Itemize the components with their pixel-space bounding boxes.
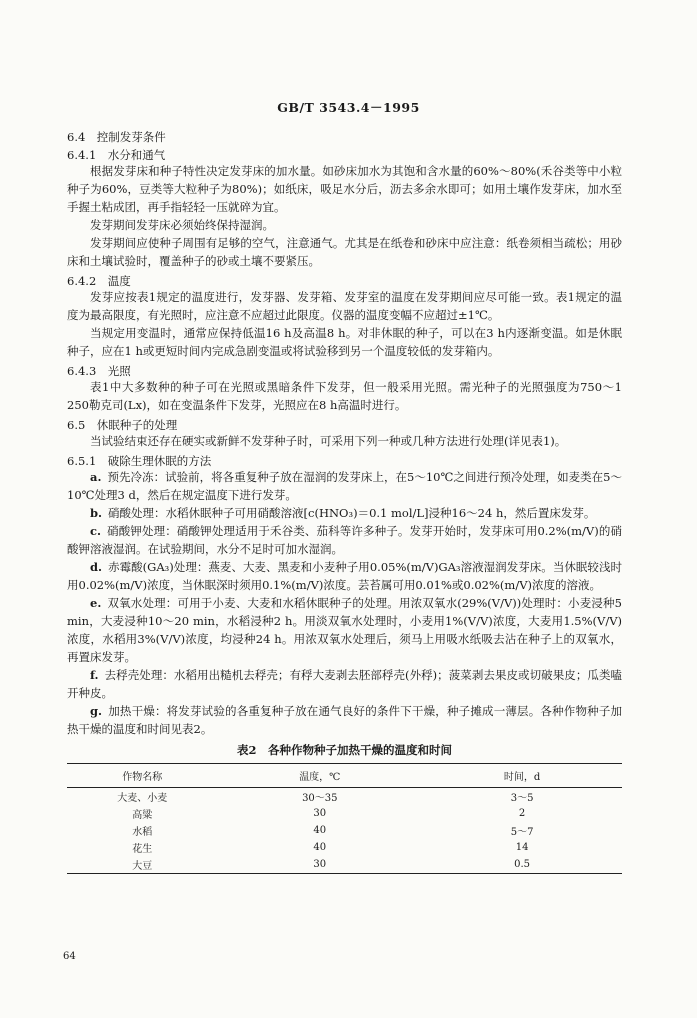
- table-title: 表2 各种作物种子加热干燥的温度和时间: [237, 743, 452, 757]
- table-cell: 40: [313, 842, 327, 853]
- table-cell: 0.5: [514, 859, 531, 870]
- list-item: [67, 504, 622, 522]
- section-heading: 6.5.1 破除生理休眠的方法: [67, 454, 212, 468]
- table-cell: 40: [313, 825, 327, 836]
- list-item-text: 硝酸钾处理：硝酸钾处理适用于禾谷类、茄科等许多种子。发芽开始时，发芽床可用0.2%(m/V)的硝酸钾溶液湿润。在试验期间，水分不足时可加水湿润。: [67, 524, 622, 556]
- table-cell: 30～35: [302, 793, 338, 804]
- list-item-label: e.: [90, 596, 102, 610]
- table-cell: 高粱: [132, 810, 153, 821]
- section-heading: 6.4 控制发芽条件: [67, 130, 166, 144]
- list-item-label: d.: [90, 560, 103, 574]
- list-item-text: 双氧水处理：可用于小麦、大麦和水稻休眠种子的处理。用浓双氧水(29%(V/V))处理时：小麦浸种5 min，大麦浸种10～20 min，水稻浸种2 h。用淡双氧水处理时，小麦用1%(V/V)浓度，大麦用1.5%(V/V)浓度，水稻用3%(V/V)浓度，均浸种24 h。用浓双氧水处理后，须马上用吸水纸吸去沾在种子上的双氧水，再置床发芽。: [67, 596, 622, 664]
- list-item-text: 硝酸处理：水稻休眠种子可用硝酸溶液[c(HNO₃)＝0.1 mol/L]浸种16～24 h，然后置床发芽。: [108, 506, 596, 520]
- table-header-cell: 温度，℃: [217, 764, 422, 788]
- document-body: [67, 130, 622, 874]
- table-row: [67, 839, 622, 856]
- section-heading: 6.5 休眠种子的处理: [67, 418, 178, 432]
- drying-table: [67, 763, 622, 874]
- list-item: [67, 666, 622, 702]
- table-cell: 水稻: [132, 827, 153, 838]
- list-item-label: g.: [90, 704, 103, 718]
- table-row: [67, 822, 622, 839]
- paragraph: 发芽期间应使种子周围有足够的空气，注意通气。尤其是在纸卷和砂床中应注意：纸卷须相当疏松；用砂床和土壤试验时，覆盖种子的砂或土壤不要紧压。: [67, 236, 622, 268]
- list-item-label: f.: [90, 668, 99, 682]
- section-heading: 6.4.1 水分和通气: [67, 148, 166, 162]
- list-item-label: b.: [90, 506, 103, 520]
- section-heading: 6.4.3 光照: [67, 364, 131, 378]
- table-header-row: [67, 764, 622, 788]
- list-item: [67, 558, 622, 594]
- table-row: [67, 788, 622, 806]
- table-header-cell: 时间，d: [422, 764, 622, 788]
- table-cell: 30: [313, 808, 327, 819]
- table-row: [67, 805, 622, 822]
- list-item-text: 预先冷冻：试验前，将各重复种子放在湿润的发芽床上，在5～10℃之间进行预冷处理，如麦类在5～10℃处理3 d，然后在规定温度下进行发芽。: [67, 470, 622, 502]
- table-header-cell: 作物名称: [67, 764, 217, 788]
- list-item-text: 赤霉酸(GA₃)处理：燕麦、大麦、黑麦和小麦种子用0.05%(m/V)GA₃溶液湿润发芽床。当休眠较浅时用0.02%(m/V)浓度，当休眠深时须用0.1%(m/V)浓度。芸苔属可用0.01%或0.02%(m/V)浓度的溶液。: [67, 560, 622, 592]
- list-item-text: 加热干燥：将发芽试验的各重复种子放在通气良好的条件下干燥，种子摊成一薄层。各种作物种子加热干燥的温度和时间见表2。: [67, 704, 622, 736]
- list-item: [67, 594, 622, 666]
- paragraph: 当试验结束还存在硬实或新鲜不发芽种子时，可采用下列一种或几种方法进行处理(详见表1)。: [90, 434, 567, 448]
- table-cell: 花生: [132, 844, 153, 855]
- table-cell: 14: [515, 842, 529, 853]
- document-header: GB/T 3543.4－1995: [277, 100, 420, 115]
- list-item-text: 去稃壳处理：水稻用出糙机去稃壳；有稃大麦剥去胚部稃壳(外稃)；菠菜剥去果皮或切破果皮；瓜类嗑开种皮。: [67, 668, 622, 700]
- table-cell: 3～5: [510, 793, 534, 804]
- list-item: [67, 702, 622, 738]
- page-number: 64: [63, 951, 76, 962]
- section-heading: 6.4.2 温度: [67, 274, 131, 288]
- paragraph: 根据发芽床和种子特性决定发芽床的加水量。如砂床加水为其饱和含水量的60%～80%(禾谷类等中小粒种子为60%，豆类等大粒种子为80%)；如纸床，吸足水分后，沥去多余水即可；如用土壤作发芽床，加水至手握土粘成团，再手指轻轻一压就碎为宜。: [67, 164, 622, 214]
- table-cell: 大麦、小麦: [117, 793, 168, 804]
- table-cell: 大豆: [132, 861, 153, 872]
- table-row: [67, 856, 622, 874]
- list-item-label: a.: [90, 470, 102, 484]
- list-item-label: c.: [90, 524, 102, 538]
- table-cell: 5～7: [510, 827, 534, 838]
- paragraph: 发芽应按表1规定的温度进行，发芽器、发芽箱、发芽室的温度在发芽期间应尽可能一致。表1规定的温度为最高限度，有光照时，应注意不应超过此限度。仪器的温度变幅不应超过±1℃。: [67, 290, 622, 322]
- table-cell: 30: [313, 859, 327, 870]
- paragraph: 表1中大多数种的种子可在光照或黑暗条件下发芽，但一般采用光照。需光种子的光照强度为750～1 250勒克司(Lx)，如在变温条件下发芽，光照应在8 h高温时进行。: [67, 380, 622, 412]
- list-item: [67, 468, 622, 504]
- table-cell: 2: [518, 808, 526, 819]
- paragraph: 当规定用变温时，通常应保持低温16 h及高温8 h。对非休眠的种子，可以在3 h内逐渐变温。如是休眠种子，应在1 h或更短时间内完成急剧变温或将试验移到另一个温度较低的发芽箱内。: [67, 326, 622, 358]
- paragraph: 发芽期间发芽床必须始终保持湿润。: [90, 218, 274, 232]
- list-item: [67, 522, 622, 558]
